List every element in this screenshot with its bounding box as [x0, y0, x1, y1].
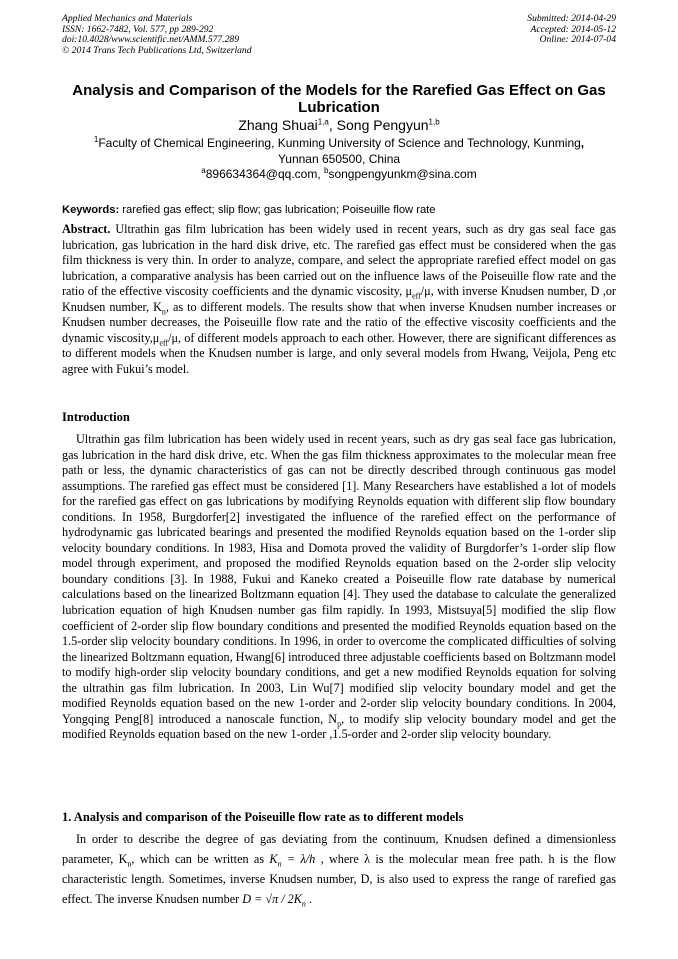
dates-meta	[527, 14, 616, 46]
author-name: Zhang Shuai	[238, 117, 318, 133]
section-1-heading: 1. Analysis and comparison of the Poiseuille flow rate as to different models	[62, 810, 464, 824]
section-1-text: , where λ is the molecular mean free path. h is the flow characteristic length. Sometimes, inverse Knudsen number, D, is also used to express the range of rarefied gas effect. The inverse Knudsen number	[62, 852, 616, 906]
keywords-text: rarefied gas effect; slip flow; gas lubrication; Poiseuille flow rate	[119, 204, 436, 216]
subscript: n	[127, 859, 132, 869]
keywords	[62, 203, 616, 217]
subscript: n	[161, 307, 166, 317]
equation-symbol: K	[269, 852, 278, 866]
accepted-date: Accepted: 2014-05-12	[530, 23, 616, 35]
paper-title: Analysis and Comparison of the Models for the Rarefied Gas Effect on Gas Lubrication	[72, 82, 606, 116]
journal-name: Applied Mechanics and Materials	[62, 13, 193, 24]
affiliation-mark: 1	[93, 135, 99, 144]
section-1-text: , which can be written as	[131, 852, 270, 866]
author-separator: ,	[328, 117, 337, 133]
author-name: Song Pengyun	[336, 117, 429, 133]
section-1-paragraph	[62, 829, 616, 909]
subscript: eff	[159, 338, 169, 348]
affiliation-comma: ,	[580, 136, 585, 150]
introduction-paragraph	[62, 432, 616, 743]
doi: doi:10.4028/www.scientific.net/AMM.577.289	[62, 34, 240, 46]
affiliation-text: Faculty of Chemical Engineering, Kunming University of Science and Technology, Kunming	[98, 136, 581, 150]
equation-knudsen	[269, 852, 316, 869]
section-1-text: .	[305, 892, 312, 906]
affiliation	[62, 136, 616, 183]
abstract-label: Abstract.	[62, 222, 111, 236]
author-list	[62, 117, 616, 133]
keywords-label: Keywords:	[62, 204, 120, 216]
email-line	[62, 167, 616, 183]
abstract-text: /μ, of different models approach to each other. However, there are significant differences as to different models when the Knudsen number is large, and only several models from Hwang, Veijola, Peng etc agree with Fukui’s model.	[62, 330, 617, 376]
copyright: © 2014 Trans Tech Publications Ltd, Switzerland	[62, 44, 252, 56]
section-1-text: In order to describe the degree of gas deviating from the continuum, Knudsen defined a dimensionless parameter, K	[62, 832, 616, 866]
introduction-text: , to modify slip velocity boundary model and get the modified Reynolds equation based on the new 1-order ,1.5-order and 2-order slip velocity boundary.	[62, 711, 617, 742]
journal-meta	[62, 14, 252, 56]
author-affiliation-mark: 1,b	[428, 117, 440, 127]
equation-expression: D = √π / 2K	[242, 892, 302, 906]
subscript: n	[301, 899, 306, 909]
introduction-body	[62, 432, 616, 743]
equation-rhs: = λ/h	[281, 852, 316, 866]
email-b: songpengyunkm@sina.com	[328, 167, 477, 181]
abstract	[62, 222, 616, 377]
subscript: eff	[412, 291, 421, 301]
equation-inverse-knudsen	[242, 892, 306, 909]
affiliation-line	[62, 136, 616, 152]
email-mark: b	[324, 166, 329, 175]
issn-volume: ISSN: 1662-7482, Vol. 577, pp 289-292	[62, 23, 214, 35]
abstract-text: Ultrathin gas film lubrication has been widely used in recent years, such as dry gas seal face gas lubrication, gas lubrication in the hard disk drive, etc. The rarefied gas effect must be considered when the gas film thickness is very thin. In order to analyze, compare, and select the appropriate rarefied effect model on gas lubrication, a comparative analysis has been carried out on the influence laws of the Poiseuille flow rate and the ratio of the effective viscosity coefficients and the dynamic viscosity, μ	[62, 222, 616, 299]
email-mark: a	[201, 166, 206, 175]
email-a: 896634364@qq.com,	[205, 167, 324, 181]
subscript: p	[337, 719, 342, 729]
abstract-text: , as to different models. The results show that when inverse Knudsen number increases or Knudsen number decreases, the Poiseuille flow rate and the ratio of the effective viscosity coefficients and the dynamic viscosity,μ	[62, 299, 616, 345]
introduction-text: Ultrathin gas film lubrication has been widely used in recent years, such as dry gas seal face gas lubrication, gas lubrication in the hard disk drive, etc. When the gas film thickness approximates to the molecular mean free path or less, the dynamic characteristics of gas can not be directly described through continuous gas model assumptions. The rarefied gas effect must be considered [1]. Many Researchers have established a lot of models for the rarefied gas effect on gas lubrications by modifying Reynolds equation with different slip flow boundary conditions. In 1958, Burgdorfer[2] investigated the influence of the rarefied effect on the performance of hydrodynamic gas lubricated bearings and presented the modified Reynolds equation based on the 1-order slip velocity boundary conditions. In 1983, Hisa and Domota proved the validity of Burgdorfer’s 1-order slip flow model through experiment, and proposed the modified Reynolds equation based on the 2-order slip velocity boundary conditions [3]. In 1988, Fukui and Kaneko created a Poiseuille flow rate database by numerical calculations based on the linearized Boltzmann equation [4]. They used the database to calculate the generalized lubrication equation of high Knudsen number gas film rapidly. In 1993, Mistsuya[5] modified the slip flow coefficient of 2-order slip flow boundary conditions and presented the modified Reynolds equation based on the 1.5-order slip velocity boundary conditions. In 1996, in order to overcome the complicated difficulties of solving the linearized Boltzmann equation, Hwang[6] introduced three adjustable coefficients based on Boltzmann model to modify high-order slip velocity boundary conditions, and get a new modified Reynolds equation for solving the ultrathin gas film lubrication. In 2003, Lin Wu[7] modified slip velocity boundary model and get the modified Reynolds equation based on the new 1-order and 2-order slip velocity boundary conditions. In 2004, Yongqing Peng[8] introduced a nanoscale function, N	[62, 432, 616, 726]
author-affiliation-mark: 1,a	[317, 117, 329, 127]
abstract-paragraph	[62, 222, 616, 377]
section-1-body	[62, 829, 616, 909]
affiliation-city: Yunnan 650500, China	[277, 151, 401, 166]
abstract-text: /μ, with inverse Knudsen number, D ,or Knudsen number, K	[62, 284, 616, 314]
subscript: n	[277, 859, 282, 869]
online-date: Online: 2014-07-04	[539, 34, 616, 46]
introduction-heading: Introduction	[62, 410, 130, 424]
submitted-date: Submitted: 2014-04-29	[527, 13, 616, 24]
